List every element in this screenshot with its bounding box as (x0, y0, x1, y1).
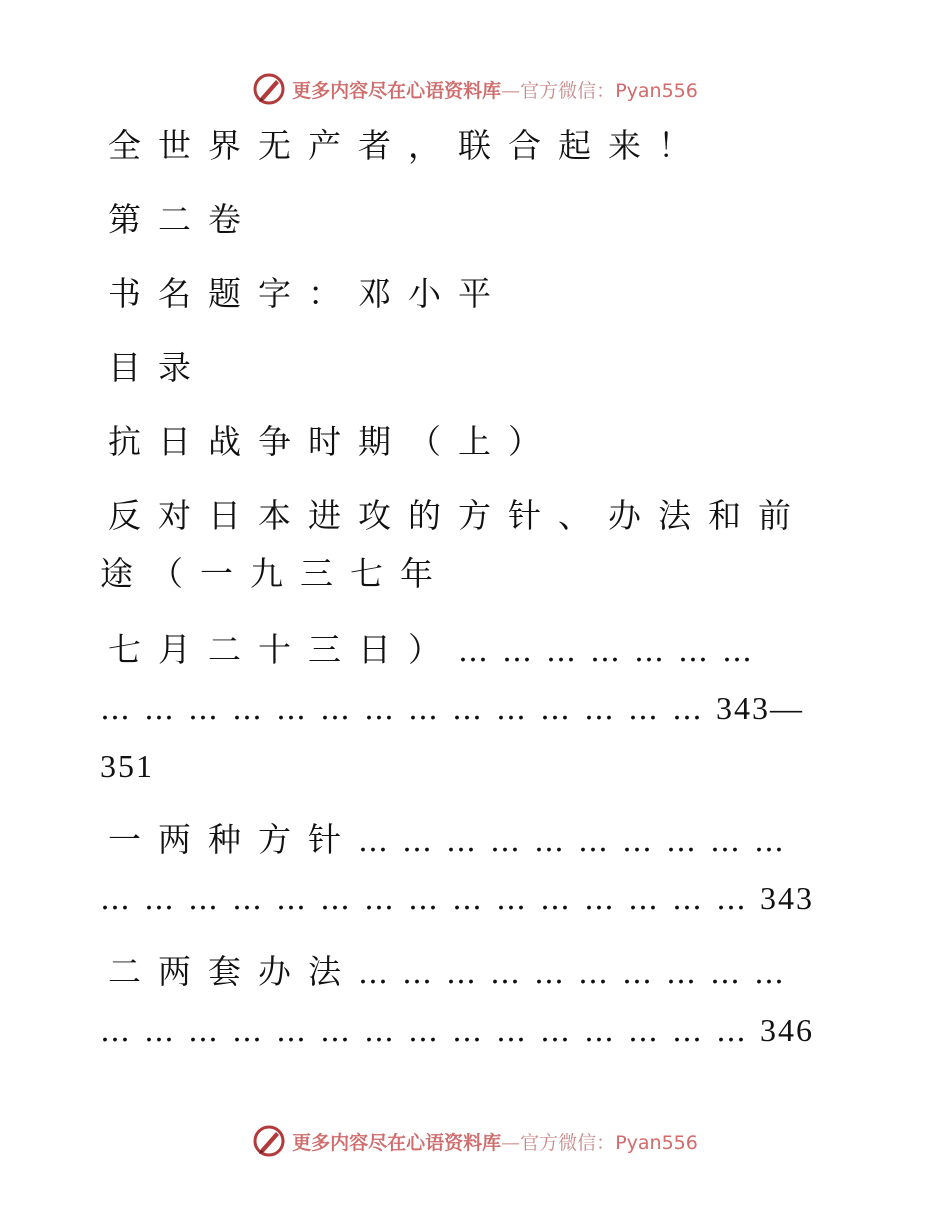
watermark-wechat-label: 官方微信： (520, 79, 616, 102)
pen-logo-icon (252, 1124, 286, 1158)
toc-article-leader-dots: ………………… (458, 634, 766, 669)
toc-article-date-text: 七月二十三日） (108, 630, 458, 669)
toc-item-1-leader-dots: ………………………… (358, 824, 798, 859)
watermark-wechat-id: Pyan556 (615, 79, 698, 102)
toc-item-2-title: 二两套办法 (108, 952, 358, 991)
watermark-footer (0, 1124, 950, 1158)
pen-logo-icon (252, 72, 286, 106)
watermark-separator: — (501, 1131, 521, 1154)
slogan-line: 全世界无产者，联合起来！ (108, 126, 708, 165)
watermark-header (0, 72, 950, 106)
toc-article-page-range-end: 351 (100, 748, 154, 784)
toc-article-title-line-1: 反对日本进攻的方针、办法和前 (108, 496, 808, 535)
toc-article-title-line-2: 途（一九三七年 (100, 554, 450, 593)
volume-line: 第二卷 (108, 200, 258, 239)
watermark-text (292, 76, 698, 103)
section-heading: 抗日战争时期（上） (108, 422, 558, 461)
toc-article-dots: …………………………………… (100, 692, 716, 727)
toc-item-1-line (108, 820, 828, 862)
toc-article-page-range-end-line (100, 746, 820, 788)
toc-item-1-title: 一两种方针 (108, 820, 358, 859)
toc-item-2-line (108, 952, 828, 994)
watermark-wechat-id: Pyan556 (615, 1131, 698, 1154)
calligraphy-credit-line: 书名题字：邓小平 (108, 274, 508, 313)
toc-item-2-dots: ……………………………………… (100, 1014, 760, 1049)
watermark-wechat-label: 官方微信： (520, 1131, 616, 1154)
watermark-brand: 更多内容尽在心语资料库 (292, 79, 502, 102)
toc-item-1-page: 343 (760, 880, 814, 916)
toc-item-2-leader-dots: ………………………… (358, 956, 798, 991)
watermark-separator: — (501, 79, 521, 102)
toc-article-title-line-3 (108, 630, 828, 672)
toc-item-1-dots-row (100, 878, 820, 920)
watermark-text (292, 1128, 698, 1155)
contents-heading: 目录 (108, 348, 208, 387)
toc-item-1-dots: ……………………………………… (100, 882, 760, 917)
toc-article-dots-row (100, 688, 820, 730)
toc-article-page-range: 343— (716, 690, 804, 726)
toc-item-2-page: 346 (760, 1012, 814, 1048)
watermark-brand: 更多内容尽在心语资料库 (292, 1131, 502, 1154)
toc-item-2-dots-row (100, 1010, 820, 1052)
